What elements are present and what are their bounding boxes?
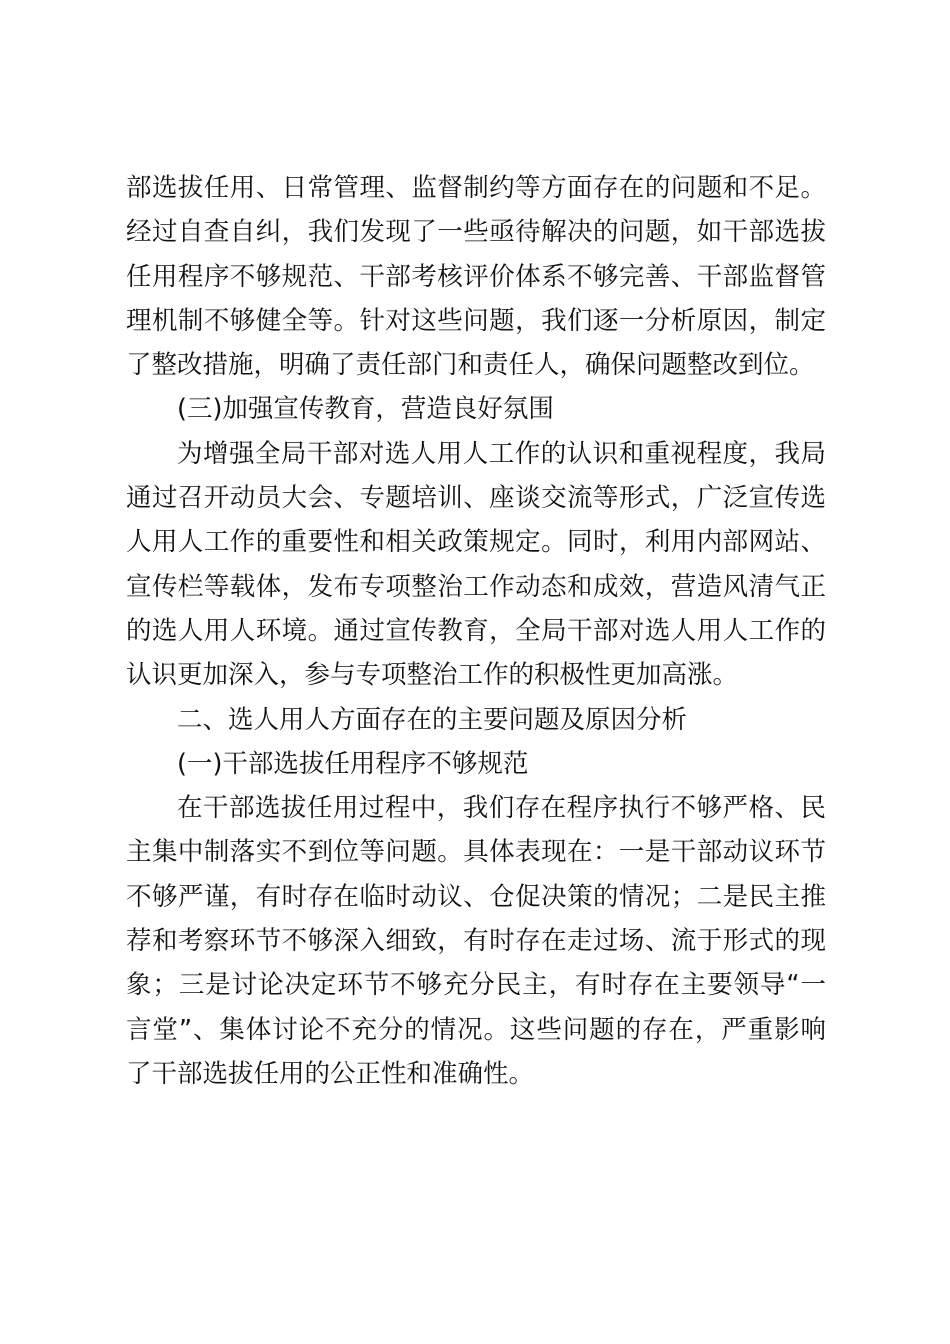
paragraph-publicity: 为增强全局干部对选人用人工作的认识和重视程度，我局通过召开动员大会、专题培训、座谈交流等形式，广泛宣传选人用人工作的重要性和相关政策规定。同时，利用内部网站、宣传栏等载体，发布专项整治工作动态和成效，营造风清气正的选人用人环境。通过宣传教育，全局干部对选人用人工作的认识更加深入，参与专项整治工作的积极性更加高涨。 [126,438,826,691]
paragraph-continuation: 部选拔任用、日常管理、监督制约等方面存在的问题和不足。经过自查自纠，我们发现了一些亟待解决的问题，如干部选拔任用程序不够规范、干部考核评价体系不够完善、干部监督管理机制不够健全等。针对这些问题，我们逐一分析原因，制定了整改措施，明确了责任部门和责任人，确保问题整改到位。 [126,173,826,381]
section-heading-3: (三)加强宣传教育，营造良好氛围 [177,394,554,425]
section-heading-1: (一)干部选拔任用程序不够规范 [177,748,529,779]
document-body [126,166,826,1096]
paragraph-procedure-issues: 在干部选拔任用过程中，我们存在程序执行不够严格、民主集中制落实不到位等问题。具体表现在：一是干部动议环节不够严谨，有时存在临时动议、仓促决策的情况；二是民主推荐和考察环节不够深入细致，有时存在走过场、流于形式的现象；三是讨论决定环节不够充分民主，有时存在主要领导“一言堂”、集体讨论不充分的情况。这些问题的存在，严重影响了干部选拔任用的公正性和准确性。 [126,793,826,1089]
chapter-heading-2: 二、选人用人方面存在的主要问题及原因分析 [177,704,688,735]
